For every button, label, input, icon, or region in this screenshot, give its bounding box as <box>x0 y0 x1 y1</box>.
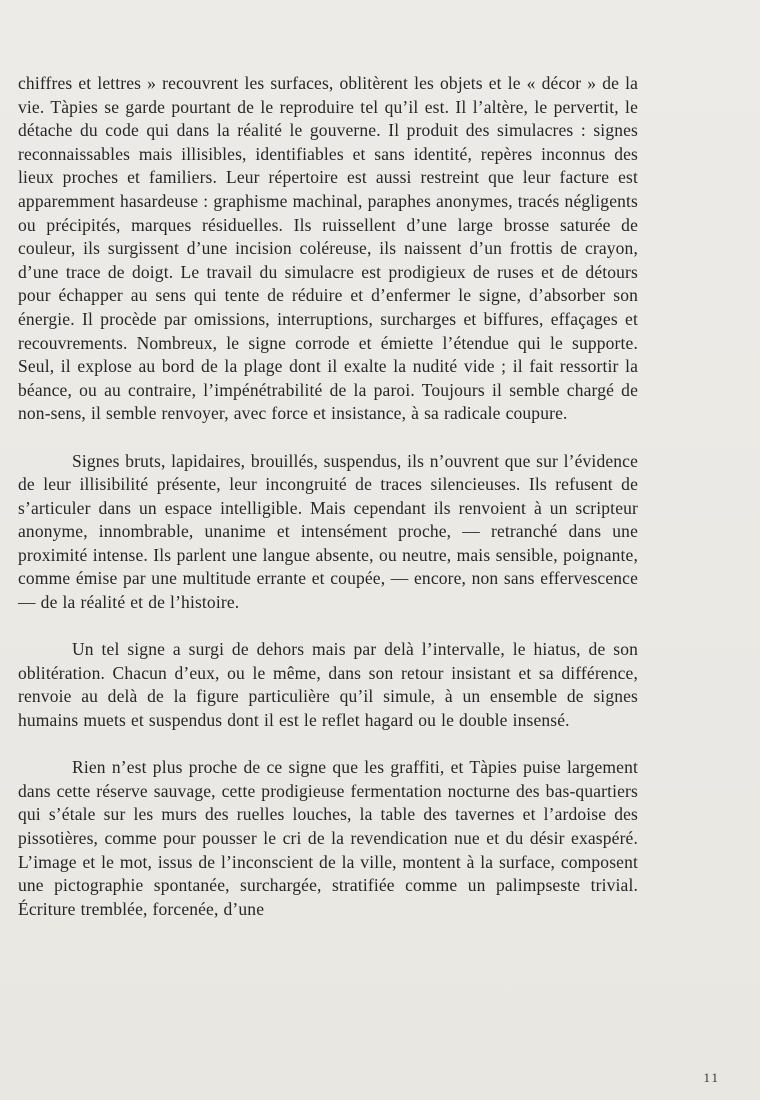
paragraph-3: Un tel signe a surgi de dehors mais par delà l’intervalle, le hiatus, de son oblitération. Chacun d’eux, ou le même, dans son retour insistant et sa différence, renvoie au delà de la figure particulière qu’il simule, à un ensemble de signes humains muets et suspendus dont il est le reflet hagard ou le double insensé. <box>18 639 638 731</box>
paragraph-1: chiffres et lettres » recouvrent les surfaces, oblitèrent les objets et le « décor » de la vie. Tàpies se garde pourtant de le reproduire tel qu’il est. Il l’altère, le pervertit, le détache du code qui dans la réalité le gouverne. Il produit des simulacres : signes reconnaissables mais illisibles, identifiables et sans identité, repères inconnus des lieux proches et familiers. Leur répertoire est aussi restreint que leur facture est apparemment hasardeuse : graphisme machinal, paraphes anonymes, tracés négligents ou précipités, marques résiduelles. Ils ruissellent d’une large brosse saturée de couleur, ils surgissent d’une incision coléreuse, ils naissent d’un frottis de crayon, d’une trace de doigt. Le travail du simulacre est prodigieux de ruses et de détours pour échapper au sens qui tente de réduire et d’enfermer le signe, d’absorber son énergie. Il procède par omissions, interruptions, surcharges et biffures, effaçages et recouvrements. Nombreux, le signe corrode et émiette l’étendue qui le supporte. Seul, il explose au bord de la plage dont il exalte la nudité vide ; il fait ressortir la béance, ou au contraire, l’impénétrabilité de la paroi. Toujours il semble chargé de non-sens, il semble renvoyer, avec force et insistance, à sa radicale coupure. <box>18 73 638 424</box>
paragraph-2: Signes bruts, lapidaires, brouillés, suspendus, ils n’ouvrent que sur l’évidence de leur illisibilité présente, leur incongruité de traces silencieuses. Ils refusent de s’articuler dans un espace intelligible. Mais cependant ils renvoient à un scripteur anonyme, innombrable, unanime et intensément proche, — retranché dans une proximité intense. Ils parlent une langue absente, ou neutre, mais sensible, poignante, comme émise par une multitude errante et coupée, — encore, non sans effervescence — de la réalité et de l’histoire. <box>18 450 638 613</box>
page-number: 11 <box>703 1070 720 1085</box>
paragraph-4: Rien n’est plus proche de ce signe que les graffiti, et Tàpies puise largement dans cette réserve sauvage, cette prodigieuse fermentation nocturne des bas-quartiers qui s’étale sur les murs des ruelles louches, la table des tavernes et l’ardoise des pissotières, comme pour pousser le cri de la revendication nue et du désir exaspéré. L’image et le mot, issus de l’inconscient de la ville, montent à la surface, composent une pictographie spontanée, surchargée, stratifiée comme un palimpseste trivial. Écriture tremblée, forcenée, d’une <box>18 757 638 919</box>
body-text <box>18 72 638 921</box>
